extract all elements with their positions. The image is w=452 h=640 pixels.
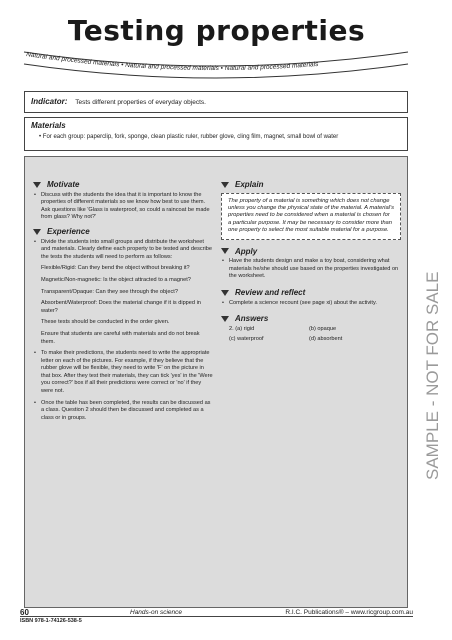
- indicator-label: Indicator:: [31, 97, 68, 106]
- transparent-test: Transparent/Opaque: Can they see through the object?: [41, 288, 178, 295]
- discussion-text: • Once the table has been completed, the results can be discussed as a class. Question 2 should then be discussed and completed as a class or in groups.: [33, 400, 213, 423]
- careful-note: Ensure that students are careful with materials and do not break them.: [41, 330, 200, 345]
- sample-watermark: [412, 150, 452, 490]
- banner-ribbon: [22, 48, 410, 80]
- apply-heading: Apply: [221, 248, 401, 256]
- motivate-heading: Motivate: [33, 181, 213, 189]
- review-heading: Review and reflect: [221, 289, 401, 297]
- triangle-icon: [221, 248, 229, 254]
- prediction-text: • To make their predictions, the students need to write the appropriate letter on each of the pictures. For example, if they believe that the rubber glove will be flexible, they need to write 'F' on the picture in that box. After they test their materials, they can tick 'yes' in the 'Were you correct?' box if all their predictions were correct or 'no' if they were not.: [33, 350, 213, 396]
- experience-intro: • Divide the students into small groups and distribute the worksheet and materials. Clearly define each property to be tested and describe the tests the students will need to perform as follows:: [33, 239, 213, 262]
- triangle-icon: [221, 182, 229, 188]
- left-column: [33, 181, 213, 426]
- book-title: Hands-on science: [130, 609, 183, 616]
- answer-item: (d) absorbent: [309, 336, 343, 343]
- triangle-icon: [33, 182, 41, 188]
- apply-text: • Have the students design and make a toy boat, considering what materials he/she should use based on the properties investigated on the worksheet.: [221, 258, 401, 281]
- isbn-text: ISBN 978-1-74126-538-5: [20, 618, 82, 624]
- answers-list: [229, 326, 401, 344]
- watermark-text: SAMPLE - NOT FOR SALE: [423, 271, 442, 480]
- page-title: Testing properties: [67, 14, 366, 47]
- flexible-test: Flexible/Rigid: Can they bend the object without breaking it?: [41, 265, 190, 272]
- page-number: 60: [20, 608, 29, 617]
- materials-text: • For each group: paperclip, fork, sponge, clean plastic ruler, rubber glove, cling film, magnet, small bowl of water: [39, 134, 339, 140]
- triangle-icon: [33, 229, 41, 235]
- triangle-icon: [221, 316, 229, 322]
- review-text: • Complete a science recount (see page xi) about the activity.: [221, 300, 401, 308]
- lesson-panel: [24, 156, 408, 608]
- answer-item: 2. (a) rigid: [229, 325, 255, 332]
- svg-text:Natural and processed material: [26, 51, 320, 72]
- banner-text: Natural and processed materials • Natural and processed materials • Natural and processed materials: [25, 51, 319, 73]
- indicator-text: Tests different properties of everyday objects.: [75, 99, 206, 106]
- experience-heading: Experience: [33, 228, 213, 236]
- topic-banner: [22, 48, 410, 80]
- answer-item: (c) waterproof: [229, 336, 264, 343]
- explain-heading: Explain: [221, 181, 401, 189]
- motivate-text: • Discuss with the students the idea that it is important to know the properties of different materials so we know how best to use them. Ask questions like 'Glass is waterproof, so could a raincoat be made from glass? Why not?': [33, 192, 213, 222]
- absorbent-test: Absorbent/Waterproof: Does the material change if it is dipped in water?: [41, 300, 201, 314]
- materials-box: [24, 117, 408, 151]
- answers-heading: Answers: [221, 315, 401, 323]
- publisher-text: R.I.C. Publications® – www.ricgroup.com.au: [285, 609, 413, 616]
- magnetic-test: Magnetic/Non-magnetic: Is the object attracted to a magnet?: [41, 276, 191, 283]
- materials-label: Materials: [31, 121, 66, 130]
- answer-item: (b) opaque: [309, 325, 337, 332]
- explain-text: The property of a material is something which does not change unless you change the physical state of the material. A material's properties need to be considered when a material is chosen for a particular purpose. It may be necessary to consider more than one property to select the most suitable material for a purpose.: [221, 193, 401, 240]
- triangle-icon: [221, 290, 229, 296]
- order-note: These tests should be conducted in the order given.: [41, 319, 170, 326]
- indicator-box: [24, 91, 408, 113]
- right-column: [221, 181, 401, 344]
- footer-divider: [20, 616, 413, 617]
- worksheet-page: [20, 8, 413, 608]
